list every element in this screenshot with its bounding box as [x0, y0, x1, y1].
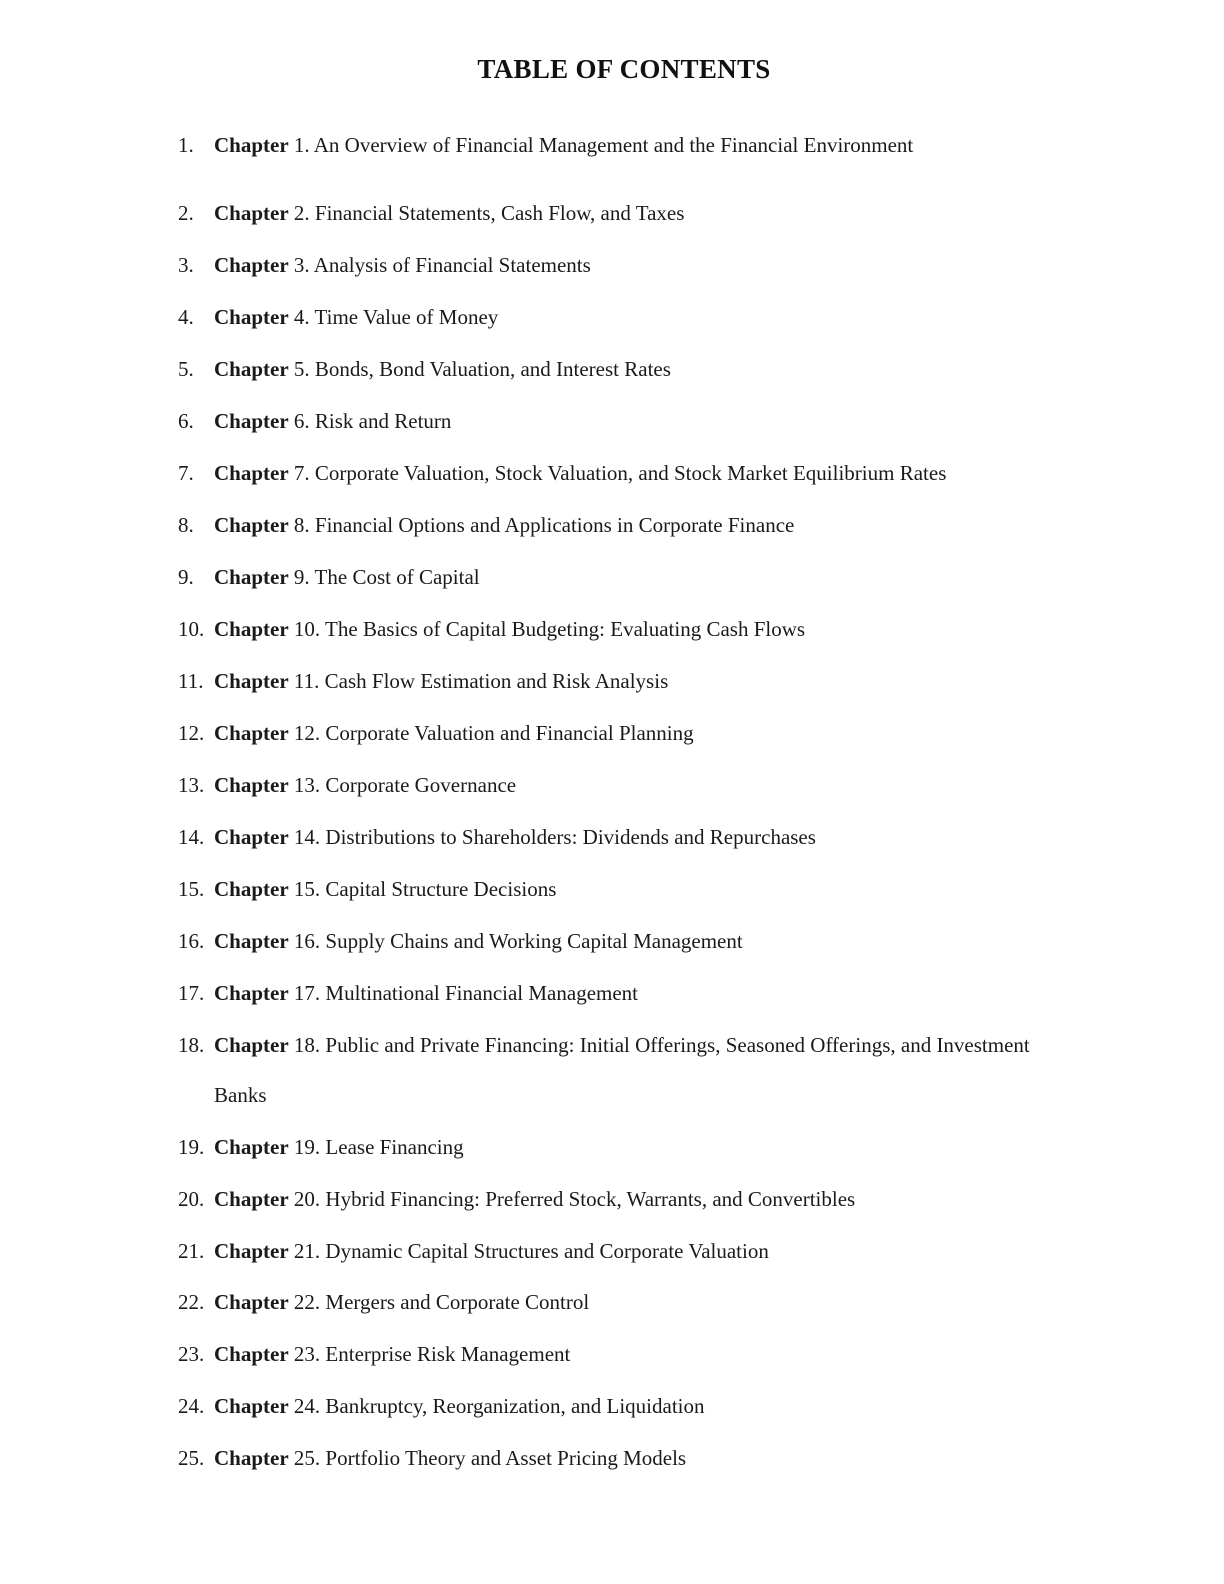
- toc-entry-19: [178, 1134, 1078, 1162]
- chapter-word: Chapter: [214, 133, 289, 157]
- chapter-word: Chapter: [214, 201, 289, 225]
- toc-entry-21: [178, 1238, 1078, 1266]
- toc-entry-text: [214, 188, 684, 238]
- chapter-title: 9. The Cost of Capital: [288, 565, 480, 589]
- toc-entry-23: [178, 1341, 1078, 1369]
- chapter-title: 25. Portfolio Theory and Asset Pricing Models: [288, 1446, 687, 1470]
- toc-number: 15.: [178, 877, 205, 901]
- toc-entry-1: [178, 132, 1078, 160]
- toc-number: 1.: [178, 133, 194, 157]
- chapter-word: Chapter: [214, 981, 289, 1005]
- chapter-title: 12. Corporate Valuation and Financial Planning: [288, 721, 694, 745]
- toc-entry-4: [178, 304, 1078, 332]
- chapter-word: Chapter: [214, 253, 289, 277]
- toc-entry-18: [178, 1032, 1078, 1107]
- chapter-title: 1. An Overview of Financial Management and the Financial Environment: [288, 133, 914, 157]
- chapter-word: Chapter: [214, 1342, 289, 1366]
- chapter-word: Chapter: [214, 1033, 289, 1057]
- toc-number: 9.: [178, 565, 194, 589]
- toc-entry-text: [214, 708, 694, 758]
- toc-entry-3: [178, 252, 1078, 280]
- chapter-word: Chapter: [214, 825, 289, 849]
- chapter-title: 14. Distributions to Shareholders: Dividends and Repurchases: [288, 825, 816, 849]
- chapter-word: Chapter: [214, 1239, 289, 1263]
- toc-entry-text: [214, 656, 668, 706]
- toc-entry-7: [178, 460, 1078, 488]
- toc-entry-12: [178, 720, 1078, 748]
- toc-number: 19.: [178, 1135, 205, 1159]
- toc-entry-20: [178, 1186, 1078, 1214]
- chapter-title: 5. Bonds, Bond Valuation, and Interest Rates: [288, 357, 671, 381]
- toc-entry-text: [214, 1277, 589, 1327]
- toc-entry-text: [214, 1433, 686, 1483]
- toc-number: 24.: [178, 1394, 205, 1418]
- toc-entry-15: [178, 876, 1078, 904]
- toc-number: 21.: [178, 1239, 205, 1263]
- toc-entry-text: [214, 240, 591, 290]
- chapter-word: Chapter: [214, 409, 289, 433]
- toc-number: 8.: [178, 513, 194, 537]
- toc-number: 5.: [178, 357, 194, 381]
- chapter-title: 8. Financial Options and Applications in Corporate Finance: [288, 513, 795, 537]
- toc-entry-5: [178, 356, 1078, 384]
- toc-entry-text: [214, 1329, 570, 1379]
- chapter-title: 10. The Basics of Capital Budgeting: Evaluating Cash Flows: [288, 617, 806, 641]
- toc-number: 10.: [178, 617, 205, 641]
- toc-number: 23.: [178, 1342, 205, 1366]
- chapter-title: 7. Corporate Valuation, Stock Valuation, and Stock Market Equilibrium Rates: [288, 461, 947, 485]
- toc-number: 16.: [178, 929, 205, 953]
- chapter-word: Chapter: [214, 1446, 289, 1470]
- toc-entry-text: [214, 916, 743, 966]
- chapter-word: Chapter: [214, 877, 289, 901]
- chapter-word: Chapter: [214, 1394, 289, 1418]
- toc-entry-text: [214, 448, 946, 498]
- toc-number: 3.: [178, 253, 194, 277]
- chapter-title: 6. Risk and Return: [288, 409, 452, 433]
- toc-entry-text: [214, 292, 498, 342]
- chapter-title: 16. Supply Chains and Working Capital Management: [288, 929, 743, 953]
- toc-entry-text: [214, 1122, 464, 1172]
- chapter-title: 23. Enterprise Risk Management: [288, 1342, 571, 1366]
- toc-entry-6: [178, 408, 1078, 436]
- toc-number: 11.: [178, 669, 204, 693]
- toc-number: 2.: [178, 201, 194, 225]
- toc-entry-22: [178, 1289, 1078, 1317]
- toc-number: 25.: [178, 1446, 205, 1470]
- toc-number: 22.: [178, 1290, 205, 1314]
- toc-entry-10: [178, 616, 1078, 644]
- chapter-word: Chapter: [214, 461, 289, 485]
- chapter-title: 20. Hybrid Financing: Preferred Stock, Warrants, and Convertibles: [288, 1187, 856, 1211]
- chapter-word: Chapter: [214, 1135, 289, 1159]
- chapter-title: 22. Mergers and Corporate Control: [288, 1290, 590, 1314]
- toc-entry-text: [214, 1381, 705, 1431]
- toc-entry-2: [178, 200, 1078, 228]
- chapter-title: 13. Corporate Governance: [288, 773, 517, 797]
- toc-entry-text: [214, 968, 638, 1018]
- chapter-word: Chapter: [214, 773, 289, 797]
- chapter-word: Chapter: [214, 305, 289, 329]
- chapter-word: Chapter: [214, 617, 289, 641]
- toc-entry-text: [214, 344, 671, 394]
- toc-entry-25: [178, 1445, 1078, 1473]
- chapter-word: Chapter: [214, 1187, 289, 1211]
- toc-number: 12.: [178, 721, 205, 745]
- toc-entry-text: [214, 500, 794, 550]
- toc-entry-text: [214, 120, 913, 170]
- toc-number: 4.: [178, 305, 194, 329]
- toc-entry-text: [214, 604, 805, 654]
- toc-entry-text: [214, 760, 516, 810]
- toc-number: 6.: [178, 409, 194, 433]
- toc-entry-9: [178, 564, 1078, 592]
- chapter-word: Chapter: [214, 721, 289, 745]
- chapter-title: 17. Multinational Financial Management: [288, 981, 639, 1005]
- toc-number: 7.: [178, 461, 194, 485]
- toc-entry-text: [214, 812, 816, 862]
- toc-number: 18.: [178, 1033, 205, 1057]
- toc-number: 13.: [178, 773, 205, 797]
- chapter-title: 3. Analysis of Financial Statements: [288, 253, 591, 277]
- toc-entry-8: [178, 512, 1078, 540]
- chapter-title: 11. Cash Flow Estimation and Risk Analysis: [288, 669, 669, 693]
- chapter-title: 2. Financial Statements, Cash Flow, and Taxes: [288, 201, 685, 225]
- chapter-title: 19. Lease Financing: [288, 1135, 464, 1159]
- chapter-title: 24. Bankruptcy, Reorganization, and Liquidation: [288, 1394, 705, 1418]
- toc-entry-13: [178, 772, 1078, 800]
- toc-entry-text: [214, 1174, 855, 1224]
- toc-entry-text: [214, 396, 451, 446]
- toc-entry-text: [214, 552, 480, 602]
- page-title: TABLE OF CONTENTS: [477, 54, 771, 84]
- chapter-word: Chapter: [214, 1290, 289, 1314]
- toc-number: 17.: [178, 981, 205, 1005]
- chapter-word: Chapter: [214, 669, 289, 693]
- chapter-word: Chapter: [214, 929, 289, 953]
- chapter-title: 21. Dynamic Capital Structures and Corporate Valuation: [288, 1239, 769, 1263]
- toc-entry-text: [214, 1020, 1030, 1070]
- chapter-word: Chapter: [214, 357, 289, 381]
- chapter-title-continued: Banks: [214, 1083, 267, 1107]
- toc-entry-14: [178, 824, 1078, 852]
- toc-number: 14.: [178, 825, 205, 849]
- toc-number: 20.: [178, 1187, 205, 1211]
- chapter-word: Chapter: [214, 565, 289, 589]
- chapter-title: 18. Public and Private Financing: Initial Offerings, Seasoned Offerings, and Investment: [288, 1033, 1030, 1057]
- toc-entry-24: [178, 1393, 1078, 1421]
- toc-entry-11: [178, 668, 1078, 696]
- toc-entry-text: [214, 1226, 769, 1276]
- toc-entry-17: [178, 980, 1078, 1008]
- chapter-title: 15. Capital Structure Decisions: [288, 877, 557, 901]
- chapter-title: 4. Time Value of Money: [288, 305, 499, 329]
- toc-entry-text: [214, 864, 556, 914]
- chapter-word: Chapter: [214, 513, 289, 537]
- toc-entry-16: [178, 928, 1078, 956]
